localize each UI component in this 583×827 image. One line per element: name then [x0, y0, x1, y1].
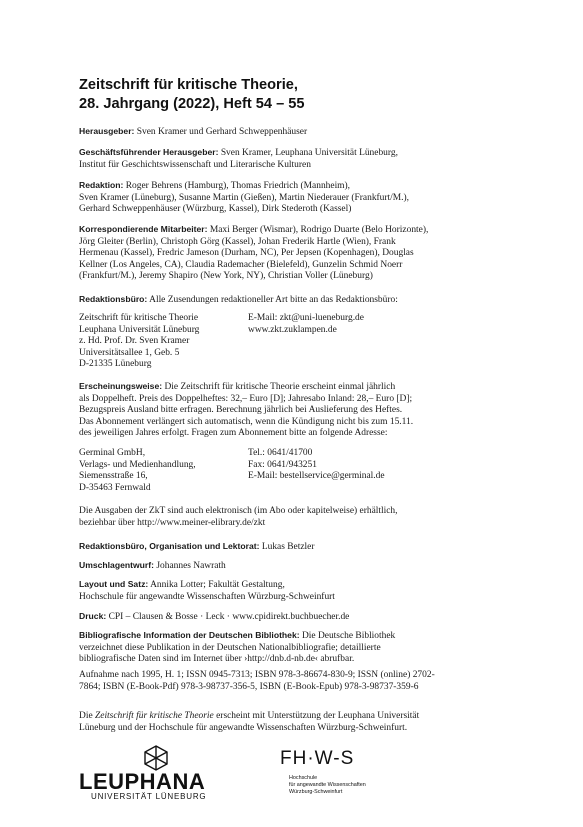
- fhws-line: Würzburg-Schweinfurt: [289, 789, 343, 795]
- erscheinungsweise-label: Erscheinungsweise:: [79, 381, 163, 391]
- korrespondierende-label: Korrespondierende Mitarbeiter:: [79, 224, 208, 234]
- redaktionsbuero-text: Alle Zusendungen redaktioneller Art bitte an das Redaktionsbüro:: [149, 295, 398, 305]
- fhws-logo: [280, 748, 400, 803]
- fhws-line: für angewandte Wissenschaften: [289, 782, 366, 788]
- redaktionsbuero-label: Redaktionsbüro:: [79, 294, 148, 304]
- address-line: Zeitschrift für kritische Theorie: [79, 313, 199, 323]
- unterstuetzung-block: [79, 711, 519, 734]
- bibliografisch-line: verzeichnet diese Publikation in der Deutschen Nationalbibliografie; detaillierte: [79, 642, 381, 653]
- herausgeber-text: Sven Kramer und Gerhard Schweppenhäuser: [136, 127, 308, 137]
- erscheinungsweise-block: [79, 381, 519, 440]
- contact-email[interactable]: E-Mail: bestellservice@germinal.de: [248, 471, 385, 481]
- geschaeftsfuehrender-line: Institut für Geschichtswissenschaft und Literarische Kulturen: [79, 159, 311, 170]
- fhws-line: Hochschule: [289, 775, 318, 781]
- unterstuetzung-line2: Lüneburg und der Hochschule für angewandte Wissenschaften Würzburg-Schweinfurt.: [79, 722, 408, 733]
- address-line: Siemensstraße 16,: [79, 471, 148, 481]
- korrespondierende-line: (Frankfurt/M.), Jeremy Shapiro (New York, NY), Christian Voller (Lüneburg): [79, 271, 373, 281]
- address-line: z. Hd. Prof. Dr. Sven Kramer: [79, 336, 190, 346]
- layout-label: Layout und Satz:: [79, 579, 149, 589]
- address-line: D-21335 Lüneburg: [79, 359, 152, 369]
- lektorat-label: Redaktionsbüro, Organisation und Lektorat:: [79, 541, 260, 551]
- lektorat-block: [79, 541, 519, 554]
- redaktion-block: [79, 180, 519, 216]
- herausgeber-label: Herausgeber:: [79, 126, 135, 136]
- redaktion-line: Roger Behrens (Hamburg), Thomas Friedrich (Mannheim),: [125, 181, 351, 191]
- korrespondierende-line: Maxi Berger (Wismar), Rodrigo Duarte (Belo Horizonte),: [209, 225, 429, 235]
- title-line-1: Zeitschrift für kritische Theorie,: [79, 77, 298, 93]
- contact-email[interactable]: E-Mail: zkt@uni-lueneburg.de: [248, 313, 364, 323]
- geschaeftsfuehrender-line: Sven Kramer, Leuphana Universität Lüneburg,: [220, 148, 398, 158]
- leuphana-subtitle: UNIVERSITÄT LÜNEBURG: [91, 792, 207, 801]
- unterstuetzung-post: erscheint mit Unterstützung der Leuphana Universität: [213, 711, 420, 721]
- erscheinungsweise-line: Die Zeitschrift für kritische Theorie erscheint einmal jährlich: [164, 382, 396, 392]
- elektronisch-line[interactable]: beziehbar über http://www.meiner-elibrary.de/zkt: [79, 517, 266, 528]
- bibliografisch-line: bibliografische Daten sind im Internet über ›http://dnb.d-nb.de‹ abrufbar.: [79, 654, 355, 664]
- fhws-wordmark: FH·W-S: [280, 748, 355, 769]
- layout-line: Annika Lotter; Fakultät Gestaltung,: [150, 580, 285, 590]
- leuphana-hexagon-icon: [79, 745, 234, 771]
- bibliografisch-block: [79, 630, 519, 666]
- aufnahme-line: Aufnahme nach 1995, H. 1; ISSN 0945-7313; ISBN 978-3-86674-830-9; ISSN (online) 2702-: [79, 670, 435, 680]
- title-line-2: 28. Jahrgang (2022), Heft 54 – 55: [79, 96, 305, 112]
- korrespondierende-line: Hermenau (Kassel), Fredric Jameson (Durham, NC), Per Jepsen (Kopenhagen), Douglas: [79, 248, 414, 258]
- address-line: Verlags- und Medienhandlung,: [79, 459, 196, 470]
- druck-label: Druck:: [79, 611, 107, 621]
- redaktionsbuero-contact: [248, 313, 508, 336]
- germinal-contact: [248, 448, 508, 483]
- bibliografisch-label: Bibliografische Information der Deutschen Bibliothek:: [79, 630, 300, 640]
- umschlag-label: Umschlagentwurf:: [79, 560, 154, 570]
- redaktion-line: Gerhard Schweppenhäuser (Würzburg, Kassel), Dirk Stederoth (Kassel): [79, 204, 352, 214]
- korrespondierende-block: [79, 224, 519, 283]
- leuphana-logo: [79, 745, 234, 800]
- redaktion-label: Redaktion:: [79, 180, 124, 190]
- umschlag-block: [79, 560, 519, 573]
- umschlag-text: Johannes Nawrath: [156, 561, 226, 571]
- korrespondierende-line: Jörg Gleiter (Berlin), Christoph Görg (Kassel), Johan Frederik Hartle (Wien), Frank: [79, 236, 396, 247]
- druck-block: [79, 611, 519, 624]
- aufnahme-block: [79, 670, 519, 693]
- contact-website[interactable]: www.zkt.zuklampen.de: [248, 324, 337, 335]
- aufnahme-line: 7864; ISBN (E-Book-Pdf) 978-3-98737-356-5, ISBN (E-Book-Epub) 978-3-98737-359-6: [79, 681, 419, 692]
- layout-block: [79, 579, 519, 603]
- redaktion-line: Sven Kramer (Lüneburg), Susanne Martin (Gießen), Martin Niederauer (Frankfurt/M.),: [79, 192, 410, 203]
- herausgeber-block: [79, 126, 519, 139]
- unterstuetzung-pre: Die: [79, 711, 95, 721]
- geschaeftsfuehrender-block: [79, 147, 519, 171]
- erscheinungsweise-line: Das Abonnement verlängert sich automatisch, wenn die Kündigung nicht bis zum 15.11.: [79, 416, 414, 427]
- elektronisch-block: [79, 506, 519, 529]
- journal-title: [79, 76, 305, 114]
- korrespondierende-line: Kellner (Los Angeles, CA), Claudia Rademacher (Bielefeld), Gunzelin Schmid Noerr: [79, 259, 403, 270]
- address-line: Leuphana Universität Lüneburg: [79, 324, 200, 335]
- erscheinungsweise-line: Bezugspreis Ausland bitte erfragen. Berechnung jährlich bei Auslieferung des Heftes.: [79, 405, 403, 415]
- redaktionsbuero-block: [79, 294, 519, 307]
- address-line: Germinal GmbH,: [79, 448, 146, 458]
- journal-name-italic: Zeitschrift für kritische Theorie: [95, 711, 214, 721]
- lektorat-text: Lukas Betzler: [261, 542, 315, 552]
- erscheinungsweise-line: als Doppelheft. Preis des Doppelheftes: 32,– Euro [D]; Jahresabo Inland: 28,– Euro [D];: [79, 393, 413, 404]
- elektronisch-line: Die Ausgaben der ZkT sind auch elektronisch (im Abo oder kapitelweise) erhältlich,: [79, 506, 398, 516]
- geschaeftsfuehrender-label: Geschäftsführender Herausgeber:: [79, 147, 219, 157]
- contact-fax: Fax: 0641/943251: [248, 459, 317, 470]
- layout-line: Hochschule für angewandte Wissenschaften Würzburg-Schweinfurt: [79, 591, 335, 602]
- druck-text: CPI – Clausen & Bosse · Leck · www.cpidirekt.buchbuecher.de: [108, 612, 350, 622]
- leuphana-wordmark: LEUPHANA: [79, 769, 206, 794]
- bibliografisch-line: Die Deutsche Bibliothek: [301, 631, 396, 641]
- contact-phone: Tel.: 0641/41700: [248, 448, 313, 458]
- address-line: Universitätsallee 1, Geb. 5: [79, 347, 180, 358]
- erscheinungsweise-line: des jeweiligen Jahres erfolgt. Fragen zum Abonnement bitte an folgende Adresse:: [79, 428, 388, 438]
- address-line: D-35463 Fernwald: [79, 482, 151, 493]
